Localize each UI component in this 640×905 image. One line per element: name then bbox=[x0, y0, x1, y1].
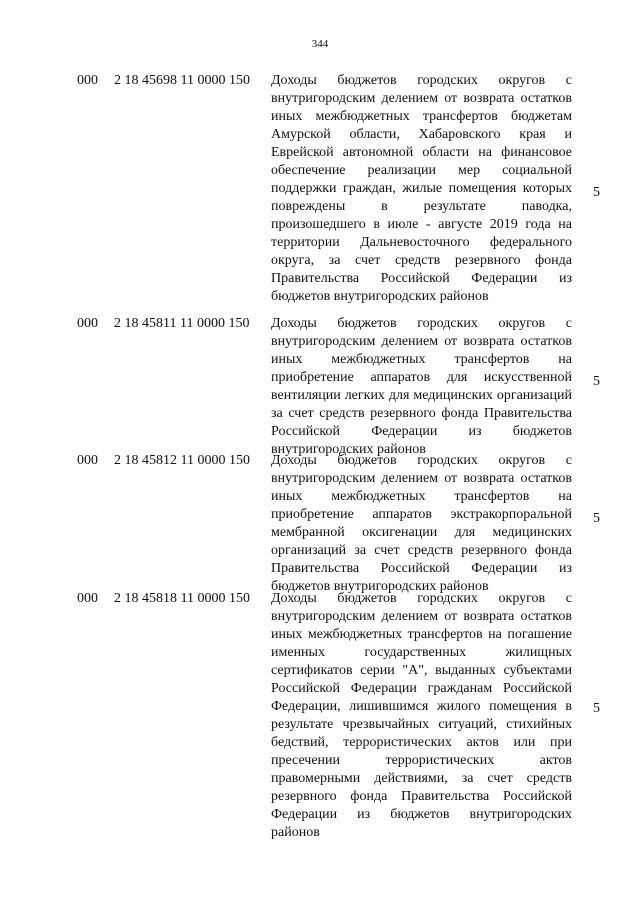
standard-rate: 5 bbox=[593, 185, 600, 200]
income-description: Доходы бюджетов городских округов с внутригородским делением от возврата остатков иных межбюджетных трансфертов на приобретение аппаратов экстракорпоральной мембранной оксигенации для медицинских организаций за счет средств резервного фонда Правительства Российской Федерации из бюджетов внутригородских районов bbox=[271, 453, 572, 594]
standard-rate: 5 bbox=[593, 701, 600, 716]
income-description: Доходы бюджетов городских округов с внутригородским делением от возврата остатков иных межбюджетных трансфертов на погашение именных государственных жилищных сертификатов серии "А", выданных субъектами Российской Федерации гражданам Российской Федерации, лишившимся жилого помещения в результате чрезвычайных ситуаций, стихийных бедствий, террористических актов или при пресечении террористических актов правомерными действиями, за счет средств резервного фонда Правительства Российской Федерации из бюджетов внутригородских районов bbox=[271, 591, 572, 840]
admin-code: 000 bbox=[77, 73, 98, 88]
standard-rate: 5 bbox=[593, 511, 600, 526]
admin-code: 000 bbox=[77, 591, 98, 606]
page-number: 344 bbox=[311, 38, 329, 50]
budget-classification-code: 2 18 45818 11 0000 150 bbox=[114, 591, 250, 606]
admin-code: 000 bbox=[77, 316, 98, 331]
standard-rate: 5 bbox=[593, 374, 600, 389]
budget-classification-code: 2 18 45812 11 0000 150 bbox=[114, 453, 250, 468]
budget-classification-code: 2 18 45698 11 0000 150 bbox=[114, 73, 250, 88]
income-description: Доходы бюджетов городских округов с внутригородским делением от возврата остатков иных межбюджетных трансфертов на приобретение аппаратов для искусственной вентиляции легких для медицинских организаций за счет средств резервного фонда Правительства Российской Федерации из бюджетов внутригородских районов bbox=[271, 316, 572, 457]
admin-code: 000 bbox=[77, 453, 98, 468]
income-description: Доходы бюджетов городских округов с внутригородским делением от возврата остатков иных межбюджетных трансфертов бюджетам Амурской области, Хабаровского края и Еврейской автономной области на финансовое обеспечение реализации мер социальной поддержки граждан, жилые помещения которых повреждены в результате паводка, произошедшего в июле - августе 2019 года на территории Дальневосточного федерального округа, за счет средств резервного фонда Правительства Российской Федерации из бюджетов внутригородских районов bbox=[271, 73, 572, 304]
budget-classification-code: 2 18 45811 11 0000 150 bbox=[114, 316, 250, 331]
